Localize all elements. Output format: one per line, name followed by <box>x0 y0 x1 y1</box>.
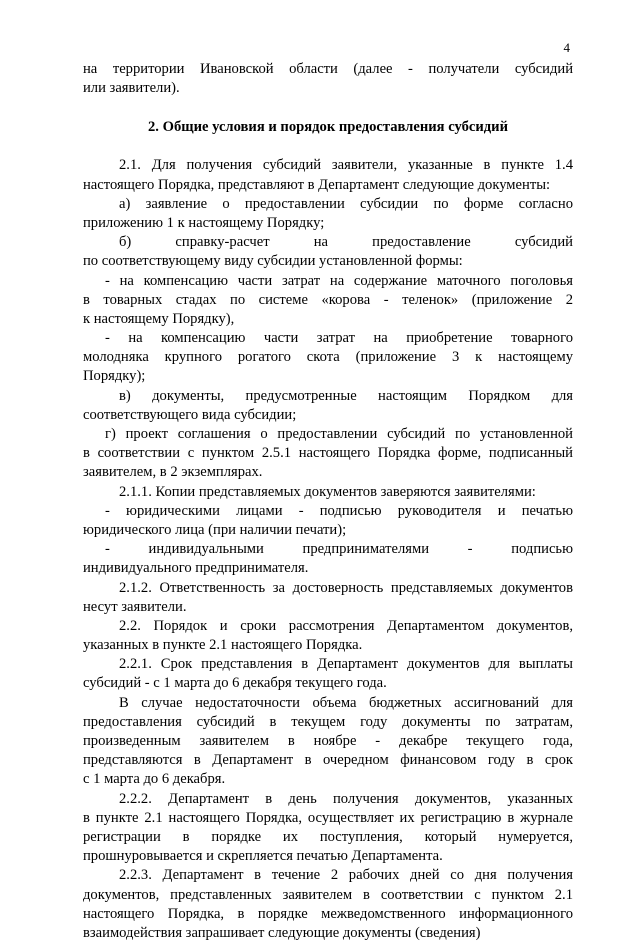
paragraph-line: юридического лица (при наличии печати); <box>83 521 347 538</box>
paragraph-line: к настоящему Порядку), <box>83 310 235 327</box>
page-number: 4 <box>563 40 570 55</box>
paragraph-line: Порядку); <box>83 368 146 385</box>
intro-line: или заявители). <box>83 80 180 97</box>
paragraph-line: представляются в Департамент в очередном финансовом году в срок <box>83 752 573 769</box>
paragraph-line: - юридическими лицами - подписью руководителя и печатью <box>105 502 573 519</box>
paragraph <box>83 540 573 578</box>
document-body <box>83 60 573 943</box>
paragraph-line: а) заявление о предоставлении субсидии по форме согласно <box>119 195 573 212</box>
paragraph-line: 2.2.2. Департамент в день получения документов, указанных <box>119 790 573 807</box>
paragraph <box>83 502 573 540</box>
paragraph-line: прошнуровывается и скрепляется печатью Департамента. <box>83 848 443 865</box>
paragraph <box>83 483 573 502</box>
paragraph <box>83 272 573 330</box>
paragraph-line: - индивидуальными предпринимателями - подписью <box>105 541 573 558</box>
intro-text <box>83 60 573 98</box>
paragraph <box>83 790 573 867</box>
paragraph <box>83 579 573 617</box>
paragraph-line: в товарных стадах по системе «корова - теленок» (приложение 2 <box>83 291 573 308</box>
paragraph-line: в соответствии с пунктом 2.5.1 настоящего Порядка форме, подписанный <box>83 445 573 462</box>
paragraph <box>83 329 573 387</box>
paragraph <box>83 156 573 194</box>
section-heading: 2. Общие условия и порядок предоставления субсидий <box>148 119 508 136</box>
paragraph <box>83 387 573 425</box>
paragraph-line: - на компенсацию части затрат на приобретение товарного <box>105 330 573 347</box>
paragraph-line: с 1 марта до 6 декабря. <box>83 771 226 788</box>
paragraph-line: индивидуального предпринимателя. <box>83 560 309 577</box>
paragraph <box>83 617 573 655</box>
paragraph-line: субсидий - с 1 марта до 6 декабря текущего года. <box>83 675 387 692</box>
paragraph-line: произведенным заявителем в ноябре - декабре текущего года, <box>83 733 573 749</box>
paragraph-line: приложению 1 к настоящему Порядку; <box>83 214 325 231</box>
paragraph <box>83 425 573 483</box>
paragraph-line: заявителем, в 2 экземплярах. <box>83 464 263 481</box>
paragraph-line: настоящего Порядка, представляют в Департамент следующие документы: <box>83 176 551 193</box>
paragraph-line: 2.1.2. Ответственность за достоверность представляемых документов <box>119 579 573 596</box>
paragraph <box>83 195 573 233</box>
paragraph-line: 2.2.3. Департамент в течение 2 рабочих дней со дня получения <box>119 867 573 884</box>
paragraph-line: 2.2. Порядок и сроки рассмотрения Департаментом документов, <box>119 617 573 634</box>
paragraph-line: настоящего Порядка, в порядке межведомственного информационного <box>83 905 573 922</box>
paragraph-line: 2.1. Для получения субсидий заявители, указанные в пункте 1.4 <box>119 157 573 174</box>
paragraph-line: документов, представленных заявителем в соответствии с пунктом 2.1 <box>83 886 573 903</box>
paragraph <box>83 655 573 693</box>
paragraphs <box>83 156 573 943</box>
paragraph <box>83 694 573 790</box>
paragraph-line: в пункте 2.1 настоящего Порядка, осуществляет их регистрацию в журнале <box>83 809 573 826</box>
paragraph-line: молодняка крупного рогатого скота (приложение 3 к настоящему <box>83 349 573 366</box>
paragraph-line: по соответствующему виду субсидии установленной формы: <box>83 253 463 270</box>
paragraph-line: взаимодействия запрашивает следующие документы (сведения) <box>83 924 481 941</box>
paragraph-line: несут заявители. <box>83 598 187 615</box>
paragraph-line: б) справку-расчет на предоставление субсидий <box>119 234 573 251</box>
paragraph-line: в) документы, предусмотренные настоящим Порядком для <box>119 387 573 404</box>
paragraph-line: регистрации в порядке их поступления, который нумеруется, <box>83 828 573 845</box>
paragraph-line: 2.2.1. Срок представления в Департамент документов для выплаты <box>119 656 573 673</box>
paragraph-line: - на компенсацию части затрат на содержание маточного поголовья <box>105 272 573 289</box>
paragraph-line: соответствующего вида субсидии; <box>83 406 297 423</box>
paragraph-line: предоставления субсидий в текущем году документы по затратам, <box>83 713 573 730</box>
paragraph-line: указанных в пункте 2.1 настоящего Порядка. <box>83 637 363 654</box>
paragraph-line: г) проект соглашения о предоставлении субсидий по установленной <box>105 426 573 442</box>
paragraph <box>83 233 573 271</box>
paragraph-line: 2.1.1. Копии представляемых документов заверяются заявителями: <box>119 483 536 500</box>
intro-line: на территории Ивановской области (далее - получатели субсидий <box>83 61 573 77</box>
paragraph-line: В случае недостаточности объема бюджетных ассигнований для <box>119 694 573 711</box>
